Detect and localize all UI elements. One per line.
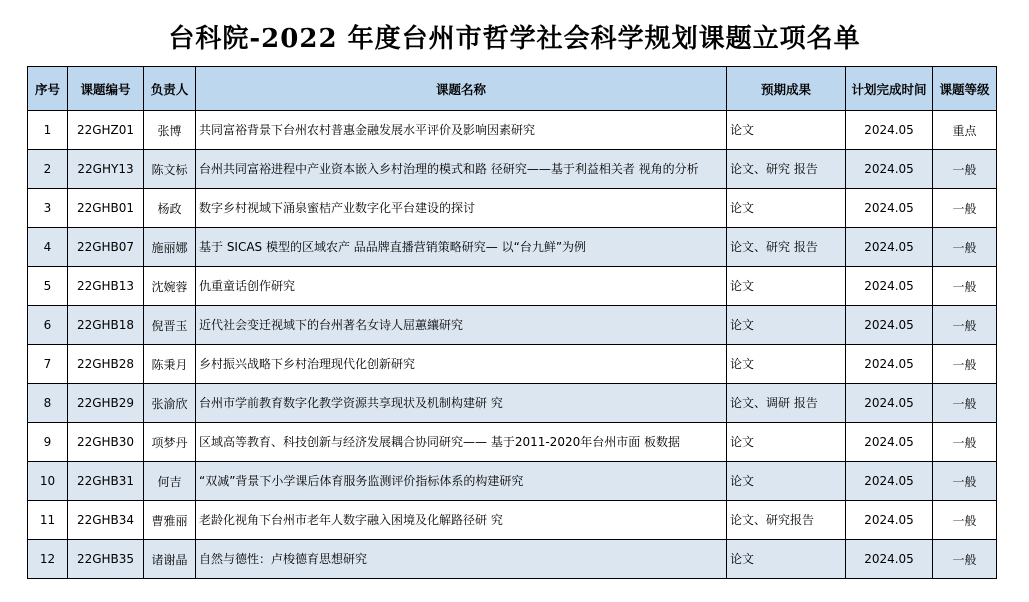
cell-project-code: 22GHB35 (68, 540, 144, 579)
cell-expected-outcome: 论文 (727, 423, 846, 462)
cell-leader: 施丽娜 (144, 228, 196, 267)
cell-project-title: 近代社会变迁视域下的台州著名女诗人屈蕙纕研究 (196, 306, 727, 345)
cell-project-level: 一般 (933, 150, 997, 189)
table-row (28, 150, 997, 189)
cell-project-code: 22GHB18 (68, 306, 144, 345)
cell-project-title: 台州市学前教育数字化教学资源共享现状及机制构建研 究 (196, 384, 727, 423)
cell-index: 9 (28, 423, 68, 462)
page-title: 台科院-2022 年度台州市哲学社会科学规划课题立项名单 (168, 24, 861, 54)
cell-expected-outcome: 论文、研究 报告 (727, 150, 846, 189)
cell-expected-outcome: 论文 (727, 267, 846, 306)
header-index: 序号 (28, 67, 68, 111)
cell-planned-completion: 2024.05 (846, 306, 933, 345)
cell-leader: 张渝欣 (144, 384, 196, 423)
cell-planned-completion: 2024.05 (846, 150, 933, 189)
cell-project-title: 基于 SICAS 模型的区域农产 品品牌直播营销策略研究— 以“台九鲜”为例 (196, 228, 727, 267)
cell-project-level: 一般 (933, 267, 997, 306)
header-project-code: 课题编号 (68, 67, 144, 111)
cell-planned-completion: 2024.05 (846, 228, 933, 267)
cell-expected-outcome: 论文 (727, 462, 846, 501)
cell-project-code: 22GHB13 (68, 267, 144, 306)
cell-leader: 何吉 (144, 462, 196, 501)
cell-leader: 曹雅丽 (144, 501, 196, 540)
table-row (28, 462, 997, 501)
cell-index: 7 (28, 345, 68, 384)
cell-expected-outcome: 论文、调研 报告 (727, 384, 846, 423)
cell-project-level: 重点 (933, 111, 997, 150)
cell-project-code: 22GHZ01 (68, 111, 144, 150)
header-planned-completion: 计划完成时间 (846, 67, 933, 111)
cell-project-title: 乡村振兴战略下乡村治理现代化创新研究 (196, 345, 727, 384)
cell-index: 8 (28, 384, 68, 423)
cell-index: 10 (28, 462, 68, 501)
cell-planned-completion: 2024.05 (846, 345, 933, 384)
cell-project-code: 22GHB28 (68, 345, 144, 384)
cell-project-title: “双减”背景下小学课后体育服务监测评价指标体系的构建研究 (196, 462, 727, 501)
table-row (28, 423, 997, 462)
project-list-table (27, 66, 997, 579)
cell-index: 4 (28, 228, 68, 267)
cell-index: 12 (28, 540, 68, 579)
cell-project-code: 22GHB29 (68, 384, 144, 423)
cell-project-code: 22GHB01 (68, 189, 144, 228)
cell-expected-outcome: 论文 (727, 111, 846, 150)
table-row (28, 384, 997, 423)
cell-planned-completion: 2024.05 (846, 540, 933, 579)
table-row (28, 501, 997, 540)
cell-project-level: 一般 (933, 345, 997, 384)
cell-project-level: 一般 (933, 501, 997, 540)
cell-index: 6 (28, 306, 68, 345)
table-row (28, 267, 997, 306)
cell-expected-outcome: 论文 (727, 306, 846, 345)
table-row (28, 228, 997, 267)
cell-leader: 沈婉蓉 (144, 267, 196, 306)
cell-expected-outcome: 论文 (727, 540, 846, 579)
cell-project-level: 一般 (933, 423, 997, 462)
cell-expected-outcome: 论文、研究 报告 (727, 228, 846, 267)
cell-leader: 倪晋玉 (144, 306, 196, 345)
cell-expected-outcome: 论文 (727, 345, 846, 384)
table-row (28, 111, 997, 150)
cell-project-title: 台州共同富裕进程中产业资本嵌入乡村治理的模式和路 径研究——基于利益相关者 视角的分析 (196, 150, 727, 189)
cell-project-level: 一般 (933, 384, 997, 423)
header-leader: 负责人 (144, 67, 196, 111)
cell-project-code: 22GHB30 (68, 423, 144, 462)
cell-project-level: 一般 (933, 306, 997, 345)
cell-project-title: 数字乡村视域下涌泉蜜桔产业数字化平台建设的探讨 (196, 189, 727, 228)
cell-expected-outcome: 论文 (727, 189, 846, 228)
cell-project-level: 一般 (933, 540, 997, 579)
cell-planned-completion: 2024.05 (846, 111, 933, 150)
table-row (28, 345, 997, 384)
cell-planned-completion: 2024.05 (846, 462, 933, 501)
cell-planned-completion: 2024.05 (846, 384, 933, 423)
cell-project-title: 区域高等教育、科技创新与经济发展耦合协同研究—— 基于2011-2020年台州市面 板数据 (196, 423, 727, 462)
cell-project-code: 22GHB31 (68, 462, 144, 501)
table-row (28, 540, 997, 579)
header-project-level: 课题等级 (933, 67, 997, 111)
header-project-title: 课题名称 (196, 67, 727, 111)
cell-planned-completion: 2024.05 (846, 267, 933, 306)
cell-index: 2 (28, 150, 68, 189)
cell-leader: 诸谢晶 (144, 540, 196, 579)
table-row (28, 189, 997, 228)
cell-leader: 张博 (144, 111, 196, 150)
cell-project-title: 老龄化视角下台州市老年人数字融入困境及化解路径研 究 (196, 501, 727, 540)
cell-project-level: 一般 (933, 228, 997, 267)
cell-planned-completion: 2024.05 (846, 189, 933, 228)
table-row (28, 306, 997, 345)
header-expected-outcome: 预期成果 (727, 67, 846, 111)
cell-index: 3 (28, 189, 68, 228)
cell-index: 11 (28, 501, 68, 540)
cell-leader: 杨政 (144, 189, 196, 228)
cell-index: 5 (28, 267, 68, 306)
cell-project-code: 22GHB07 (68, 228, 144, 267)
cell-project-code: 22GHY13 (68, 150, 144, 189)
cell-project-title: 自然与德性：卢梭德育思想研究 (196, 540, 727, 579)
cell-leader: 陈文标 (144, 150, 196, 189)
cell-leader: 陈秉月 (144, 345, 196, 384)
cell-project-level: 一般 (933, 189, 997, 228)
cell-planned-completion: 2024.05 (846, 423, 933, 462)
cell-index: 1 (28, 111, 68, 150)
cell-project-title: 仇重童话创作研究 (196, 267, 727, 306)
cell-project-level: 一般 (933, 462, 997, 501)
cell-planned-completion: 2024.05 (846, 501, 933, 540)
table-header-row (28, 67, 997, 111)
cell-expected-outcome: 论文、研究报告 (727, 501, 846, 540)
cell-project-title: 共同富裕背景下台州农村普惠金融发展水平评价及影响因素研究 (196, 111, 727, 150)
cell-project-code: 22GHB34 (68, 501, 144, 540)
cell-leader: 项梦丹 (144, 423, 196, 462)
